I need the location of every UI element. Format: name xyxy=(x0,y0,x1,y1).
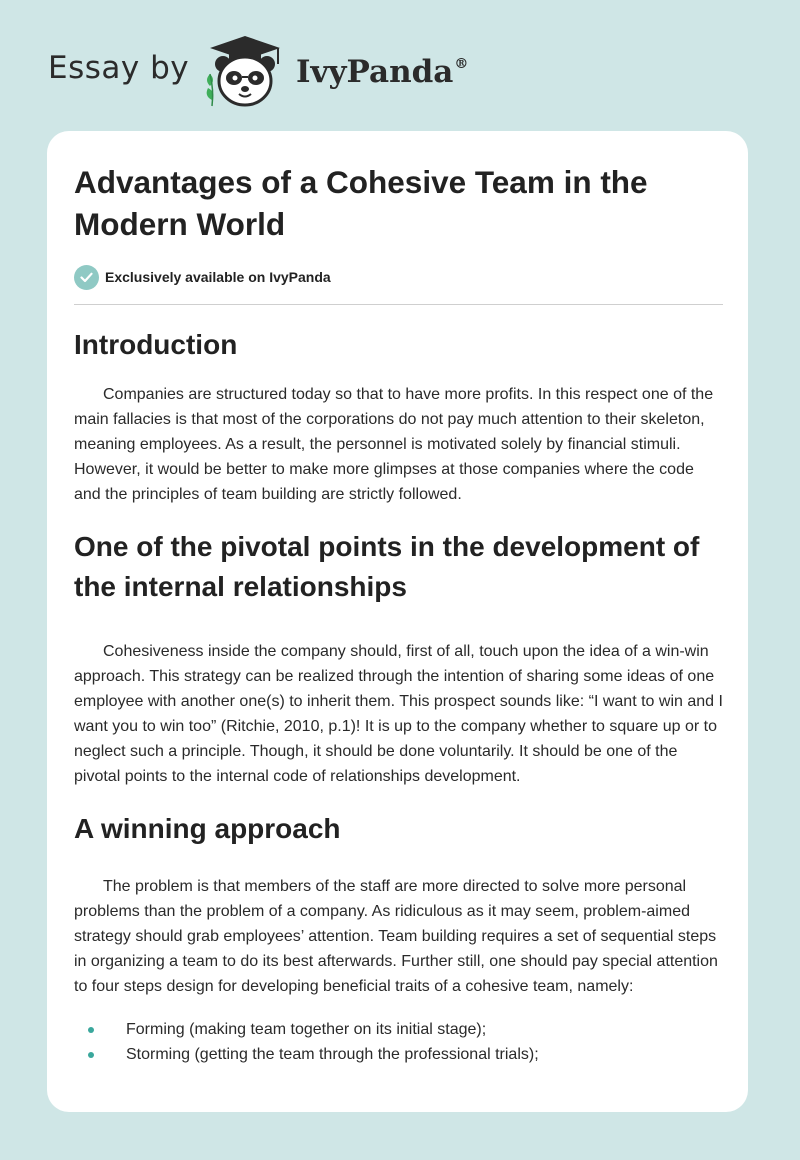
registered-mark: ® xyxy=(454,56,469,72)
bullet-icon xyxy=(88,1027,94,1033)
essay-content xyxy=(74,161,723,1067)
brand-text: IvyPanda xyxy=(296,54,454,90)
list-item xyxy=(74,1042,723,1067)
title-divider xyxy=(74,304,723,305)
section-heading-winning-approach: A winning approach xyxy=(74,813,341,844)
panda-graduate-icon[interactable] xyxy=(200,34,290,110)
list-item-text: Forming (making team together on its initial stage); xyxy=(126,1021,487,1038)
section-paragraph-introduction: Companies are structured today so that to have more profits. In this respect one of the main fallacies is that most of the corporations do not pay much attention to their skeleton, meaning employees. As a result, the personnel is motivated solely by financial stimuli. However, it would be better to make more glimpses at those companies where the code and the principles of team building are strictly followed. xyxy=(74,386,714,503)
check-icon xyxy=(74,265,99,290)
essay-card xyxy=(47,131,748,1112)
site-header xyxy=(0,0,800,120)
list-item-text: Storming (getting the team through the professional trials); xyxy=(126,1046,539,1063)
section-heading-introduction: Introduction xyxy=(74,329,238,360)
section-paragraph-pivotal-points: Cohesiveness inside the company should, first of all, touch upon the idea of a win-win approach. This strategy can be realized through the intention of sharing some ideas of one employee with another one(s) to inherit them. This prospect sounds like: “I want to win and I want you to win too” (Ritchie, 2010, p.1)! It is up to the company whether to square up or to neglect such a principle. Though, it should be done voluntarily. It should be one of the pivotal points to the internal code of relationships development. xyxy=(74,643,723,785)
section-paragraph-winning-approach: The problem is that members of the staff are more directed to solve more personal problems than the problem of a company. As ridiculous as it may seem, problem-aimed strategy should grab employees’ attention. Team building requires a set of sequential steps in organizing a team to do its best afterwards. Further still, one should pay special attention to four steps design for developing beneficial traits of a cohesive team, namely: xyxy=(74,878,718,995)
list-item xyxy=(74,1017,723,1042)
brand-name[interactable] xyxy=(296,54,468,90)
exclusive-badge xyxy=(74,264,723,290)
steps-list xyxy=(74,1017,723,1067)
essay-title: Advantages of a Cohesive Team in the Modern World xyxy=(74,164,648,242)
section-heading-pivotal-points: One of the pivotal points in the development of the internal relationships xyxy=(74,531,700,602)
bullet-icon xyxy=(88,1052,94,1058)
exclusive-label: Exclusively available on IvyPanda xyxy=(105,269,331,285)
essay-by-label: Essay by xyxy=(48,50,190,86)
